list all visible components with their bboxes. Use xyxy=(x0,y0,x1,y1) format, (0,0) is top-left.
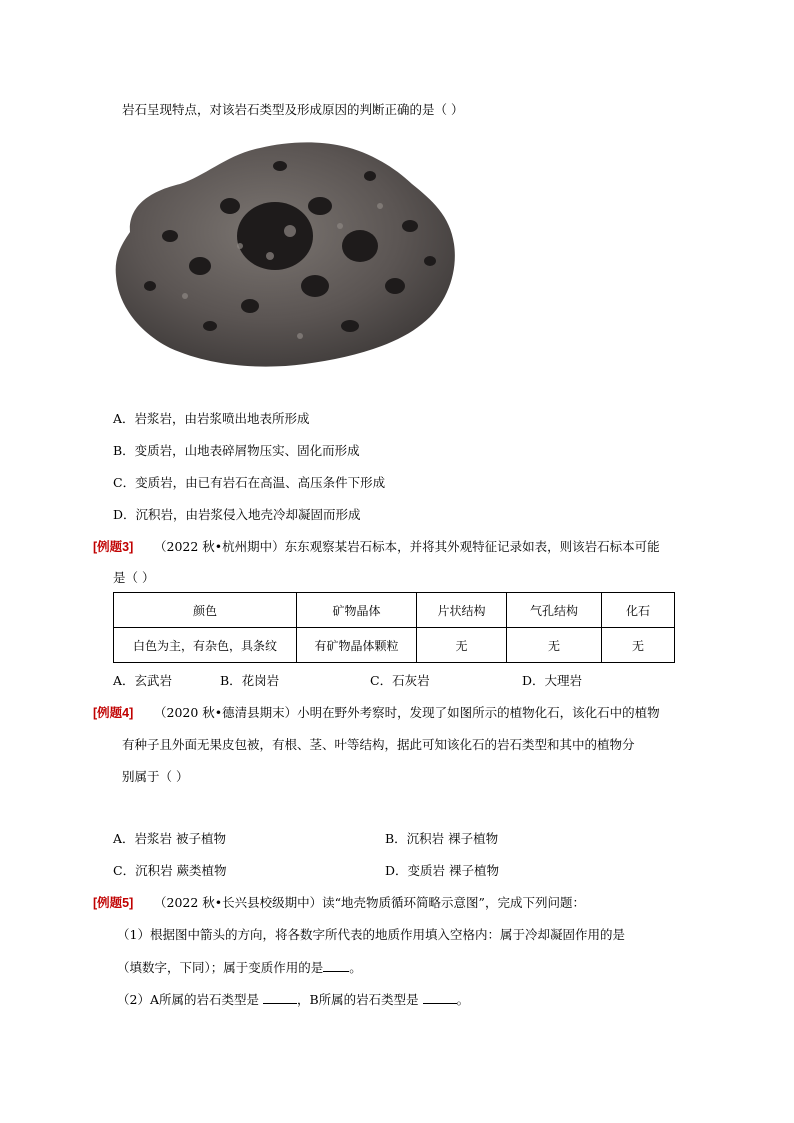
sub1-text-a: （填数字，下同）；属于变质作用的是 xyxy=(117,960,324,975)
sub2-text-c: 。 xyxy=(456,992,470,1007)
option-a: A．岩浆岩，由岩浆喷出地表所形成 xyxy=(113,411,310,426)
example-3-label: [例题3] xyxy=(93,540,134,554)
example-4-option-c: C．沉积岩 蕨类植物 xyxy=(113,863,227,878)
table-cell: 无 xyxy=(417,628,507,663)
answer-blank[interactable] xyxy=(323,959,349,972)
table-cell: 无 xyxy=(602,628,675,663)
example-5-sub2 xyxy=(117,991,469,1008)
table-header-cell: 颜色 xyxy=(114,593,297,628)
example-4-stem-line1: （2020 秋•德清县期末）小明在野外考察时，发现了如图所示的植物化石，该化石中的植物 xyxy=(154,705,660,720)
example-5-stem: （2022 秋•长兴县校级期中）读“地壳物质循环简略示意图”，完成下列问题： xyxy=(154,895,585,910)
example-3-option-b: B．花岗岩 xyxy=(220,673,280,688)
sub2-text-a: （2）A所属的岩石类型是 xyxy=(117,992,259,1007)
table-header-cell: 矿物晶体 xyxy=(297,593,417,628)
example-4-stem-line3: 别属于（ ） xyxy=(122,769,189,784)
porous-rock-photo xyxy=(110,136,460,372)
answer-blank[interactable] xyxy=(423,991,457,1004)
answer-blank[interactable] xyxy=(263,991,297,1004)
table-header-cell: 片状结构 xyxy=(417,593,507,628)
example-3-option-a: A．玄武岩 xyxy=(113,673,173,688)
example-3-stem-line2: 是（ ） xyxy=(113,570,155,585)
table-cell: 有矿物晶体颗粒 xyxy=(297,628,417,663)
example-4-option-d: D．变质岩 裸子植物 xyxy=(385,863,499,878)
option-b: B．变质岩，山地表碎屑物压实、固化而形成 xyxy=(113,443,360,458)
table-row xyxy=(114,628,675,663)
option-d: D．沉积岩，由岩浆侵入地壳冷却凝固而形成 xyxy=(113,507,361,522)
example-5-sub1-line1: （1）根据图中箭头的方向，将各数字所代表的地质作用填入空格内：属于冷却凝固作用的是 xyxy=(117,927,625,942)
example-3-option-c: C．石灰岩 xyxy=(370,673,430,688)
table-cell: 白色为主，有杂色，具条纹 xyxy=(114,628,297,663)
rock-feature-table xyxy=(113,592,675,663)
example-4-option-a: A．岩浆岩 被子植物 xyxy=(113,831,227,846)
example-5-sub1-line2 xyxy=(117,959,362,976)
example-5-label: [例题5] xyxy=(93,896,134,910)
sub2-text-b: ，B所属的岩石类型是 xyxy=(296,992,419,1007)
example-4-option-b: B．沉积岩 裸子植物 xyxy=(385,831,499,846)
example-3-stem-line1: （2022 秋•杭州期中）东东观察某岩石标本，并将其外观特征记录如表，则该岩石标本可能 xyxy=(154,539,660,554)
example-3-option-d: D．大理岩 xyxy=(522,673,583,688)
table-cell: 无 xyxy=(507,628,602,663)
question-stem-tail: 岩石呈现特点，对该岩石类型及形成原因的判断正确的是（ ） xyxy=(122,102,464,117)
table-header-cell: 化石 xyxy=(602,593,675,628)
sub1-text-b: 。 xyxy=(349,960,362,975)
table-header-row xyxy=(114,593,675,628)
option-c: C．变质岩，由已有岩石在高温、高压条件下形成 xyxy=(113,475,386,490)
table-header-cell: 气孔结构 xyxy=(507,593,602,628)
example-4-label: [例题4] xyxy=(93,706,134,720)
example-4-stem-line2: 有种子且外面无果皮包被，有根、茎、叶等结构，据此可知该化石的岩石类型和其中的植物分 xyxy=(122,737,635,752)
